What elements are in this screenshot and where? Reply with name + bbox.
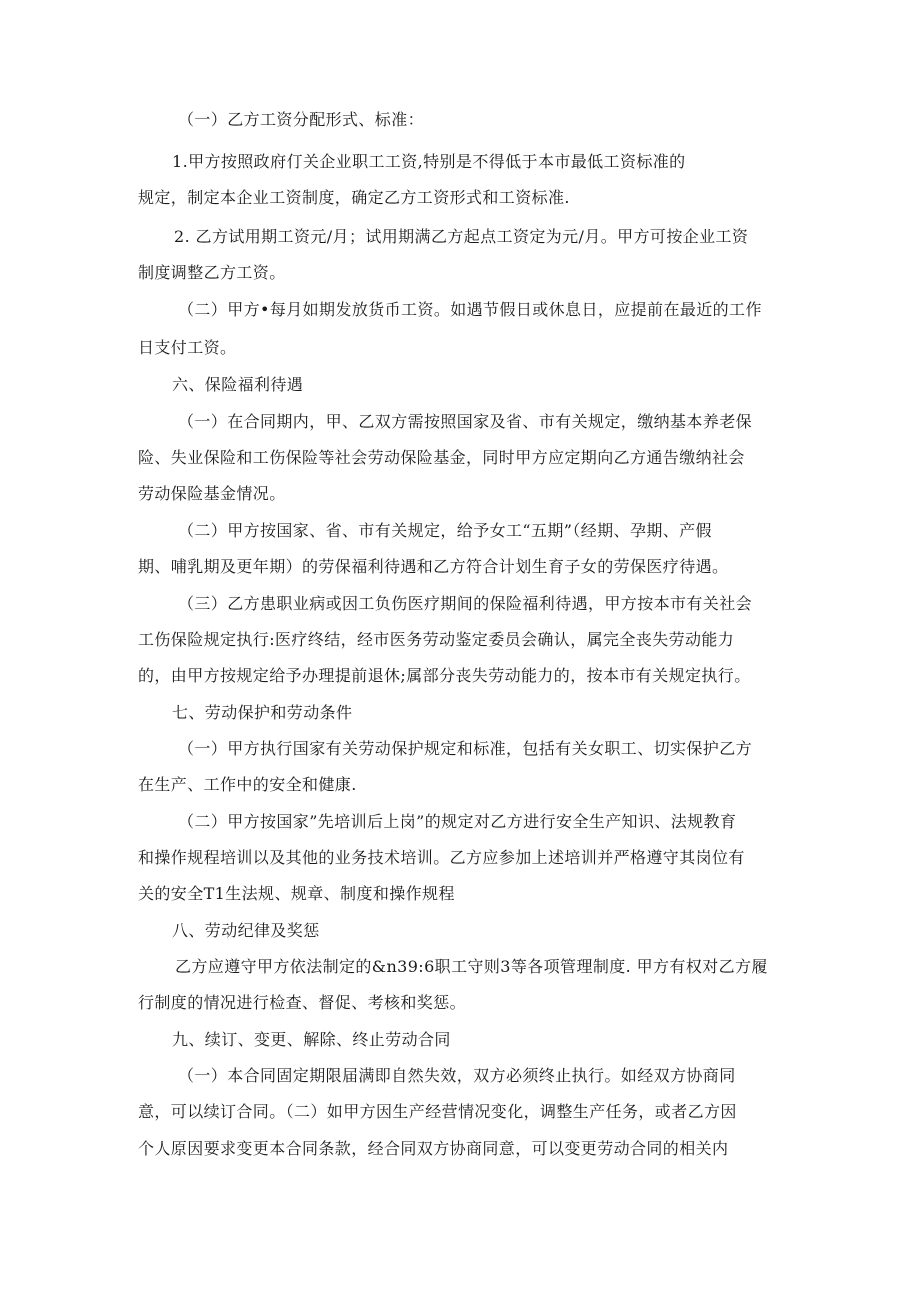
paragraph-line: 工伤保险规定执行:医疗终结，经市医务劳动鉴定委员会确认，属完全丧失劳动能力 bbox=[138, 630, 735, 649]
section-heading-discipline: 八、劳动纪律及奖惩 bbox=[172, 921, 320, 940]
paragraph-line: 和操作规程培训以及其他的业务技术培训。乙方应参加上述培训并严格遵守其岗位有 bbox=[138, 848, 745, 867]
paragraph-line: （一）本合同固定期限届满即自然失效，双方必须终止执行。如经双方协商同 bbox=[178, 1066, 736, 1085]
paragraph-line: 规定，制定本企业工资制度，确定乙方工资形式和工资标准. bbox=[138, 188, 570, 207]
paragraph-line: 期、哺乳期及更年期）的劳保福利待遇和乙方符合计划生育子女的劳保医疗待遇。 bbox=[138, 557, 729, 576]
section-heading-labor-protection: 七、劳动保护和劳动条件 bbox=[172, 703, 353, 722]
paragraph-line: 日支付工资。 bbox=[138, 338, 237, 357]
paragraph-line: 意，可以续订合同。（二）如甲方因生产经营情况变化，调整生产任务，或者乙方因 bbox=[138, 1102, 737, 1121]
paragraph-line: 个人原因要求变更本合同条款，经合同双方协商同意，可以变更劳动合同的相关内 bbox=[138, 1139, 729, 1158]
paragraph-line: 制度调整乙方工资。 bbox=[138, 263, 286, 282]
paragraph-line: （一）甲方执行国家有关劳动保护规定和标准，包括有关女职工、切实保护乙方 bbox=[178, 739, 753, 758]
paragraph-line: 险、失业保险和工伤保险等社会劳动保险基金，同时甲方应定期向乙方通告缴纳社会 bbox=[138, 448, 745, 467]
section-heading-contract-changes: 九、续订、变更、解除、终止劳动合同 bbox=[172, 1030, 451, 1049]
paragraph-line: 乙方应遵守甲方依法制定的&n39:6职工守则3等各项管理制度. 甲方有权对乙方履 bbox=[175, 957, 768, 976]
paragraph-line: （三）乙方患职业病或因工负伤医疗期间的保险福利待遇，甲方按本市有关社会 bbox=[178, 594, 753, 613]
paragraph-line: 的，由甲方按规定给予办理提前退休;属部分丧失劳动能力的，按本市有关规定执行。 bbox=[138, 666, 751, 685]
paragraph-line: 1.甲方按照政府仃关企业职工工资,特别是不得低于本市最低工资标准的 bbox=[172, 152, 686, 171]
subsection-heading-wage-form: （一）乙方工资分配形式、标准： bbox=[178, 110, 425, 129]
paragraph-line: 行制度的情况进行检查、督促、考核和奖惩。 bbox=[138, 993, 467, 1012]
paragraph-line: 在生产、工作中的安全和健康. bbox=[138, 775, 357, 794]
paragraph-line: （二）甲方•每月如期发放货币工资。如遇节假日或休息日，应提前在最近的工作 bbox=[178, 300, 762, 319]
section-heading-insurance: 六、保险福利待遇 bbox=[172, 375, 304, 394]
paragraph-line: （二）甲方按国家、省、市有关规定，给予女工“五期”（经期、孕期、产假 bbox=[178, 521, 712, 540]
paragraph-line: （一）在合同期内，甲、乙双方需按照国家及省、市有关规定，缴纳基本养老保 bbox=[178, 412, 753, 431]
paragraph-line: 关的安全T1生法规、规章、制度和操作规程 bbox=[138, 884, 455, 903]
paragraph-line: 2. 乙方试用期工资元/月；试用期满乙方起点工资定为元/月。甲方可按企业工资 bbox=[174, 227, 749, 246]
paragraph-line: （二）甲方按国家”先培训后上岗”的规定对乙方进行安全生产知识、法规教育 bbox=[178, 812, 737, 831]
paragraph-line: 劳动保险基金情况。 bbox=[138, 484, 286, 503]
